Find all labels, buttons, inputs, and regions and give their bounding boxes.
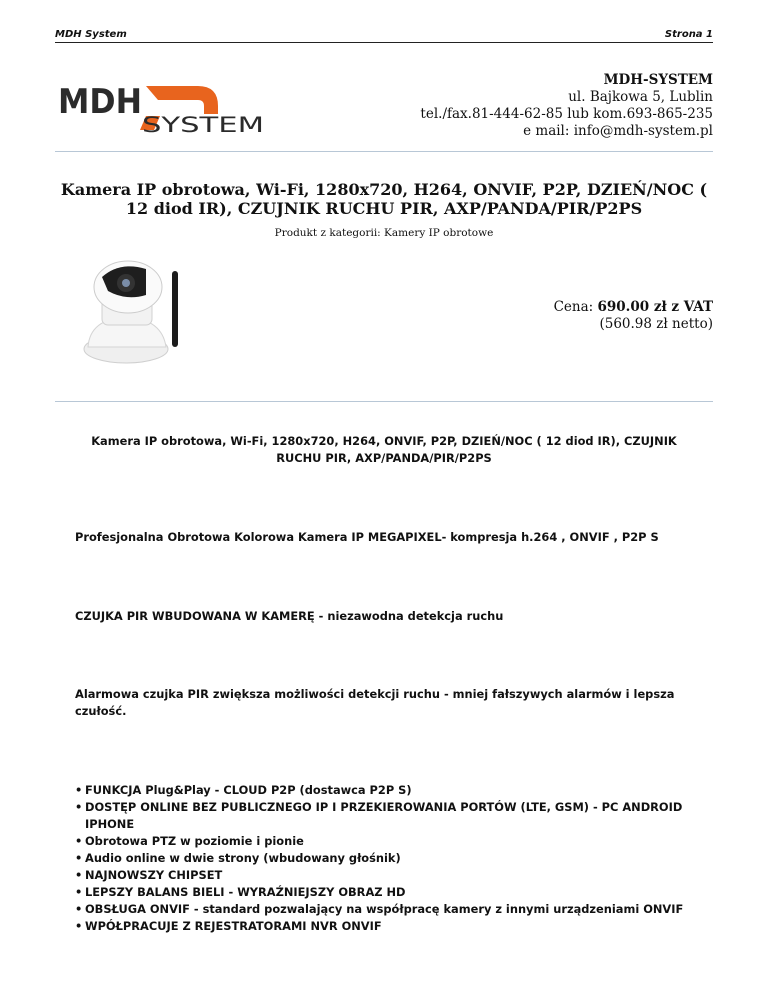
header-divider [55,151,713,152]
feature-item: • Audio online w dwie strony (wbudowany głośnik) [75,850,700,867]
price-label: Cena: [553,299,598,315]
product-category: Produkt z kategorii: Kamery IP obrotowe [274,227,494,239]
header-page-number: Strona 1 [664,29,713,40]
company-name: MDH-SYSTEM [603,72,713,88]
logo-swoosh-shape [146,86,218,114]
feature-item: • Obrotowa PTZ w poziomie i pionie [75,833,700,850]
feature-item: • DOSTĘP ONLINE BEZ PUBLICZNEGO IP I PRZEKIEROWANIA PORTÓW (LTE, GSM) - PC ANDROID IPHONE [75,799,700,833]
feature-item: • NAJNOWSZY CHIPSET [75,867,700,884]
description-paragraph: CZUJKA PIR WBUDOWANA W KAMERĘ - niezawodna detekcja ruchu [75,609,504,623]
feature-item: • WPÓŁPRACUJE Z REJESTRATORAMI NVR ONVIF [75,918,700,935]
company-phone: tel./fax.81-444-62-85 lub kom.693-865-235 [420,106,713,122]
price-net: (560.98 zł netto) [599,316,713,332]
company-email: e mail: info@mdh-system.pl [523,123,713,139]
product-camera-image [80,257,188,367]
page-header [55,27,713,43]
description-title: Kamera IP obrotowa, Wi-Fi, 1280x720, H264, ONVIF, P2P, DZIEŃ/NOC ( 12 diod IR), CZUJNIK RUCHU PIR, AXP/PANDA/PIR/P2PS [91,434,677,465]
feature-item: • LEPSZY BALANS BIELI - WYRAŹNIEJSZY OBRAZ HD [75,884,700,901]
product-divider [55,401,713,402]
feature-item: • OBSŁUGA ONVIF - standard pozwalający na współpracę kamery z innymi urządzeniami ONVIF [75,901,700,918]
product-title: Kamera IP obrotowa, Wi-Fi, 1280x720, H264, ONVIF, P2P, DZIEŃ/NOC ( 12 diod IR), CZUJNIK RUCHU PIR, AXP/PANDA/PIR/P2PS [60,180,708,218]
logo-text-bottom: SYSTEM [142,113,264,134]
description-paragraph: Alarmowa czujka PIR zwiększa możliwości detekcji ruchu - mniej fałszywych alarmów i lepsza czułość. [75,687,675,718]
description-paragraph: Profesjonalna Obrotowa Kolorowa Kamera IP MEGAPIXEL- kompresja h.264 , ONVIF , P2P S [75,530,659,544]
feature-item: • FUNKCJA Plug&Play - CLOUD P2P (dostawca P2P S) [75,782,700,799]
company-address: ul. Bajkowa 5, Lublin [568,89,713,105]
price-block [554,299,713,333]
logo-text-top: MDH [58,82,142,122]
header-company-name: MDH System [55,29,127,40]
feature-list [75,782,700,935]
company-info [420,72,713,140]
mdh-system-logo [58,80,268,134]
price-gross: 690.00 zł z VAT [597,299,713,315]
